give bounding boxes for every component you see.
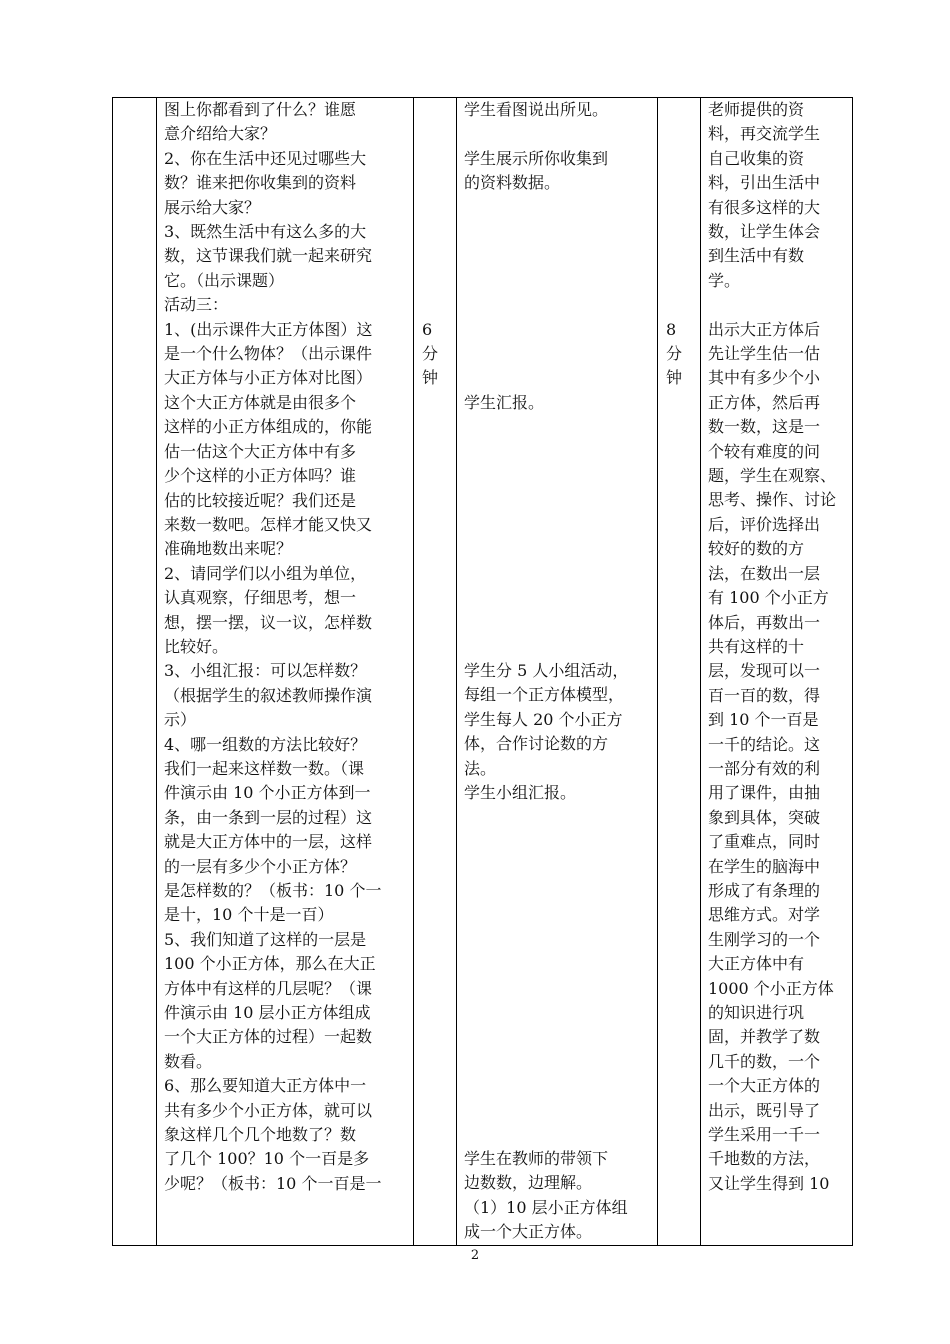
process-line: 件演示由 10 层小正方体组成: [164, 1003, 371, 1023]
student-line: [464, 1049, 653, 1073]
process-line: 想，摆一摆，议一议，怎样数: [164, 612, 373, 632]
intent-line: 千地数的方法，: [708, 1149, 821, 1169]
spacer: [422, 293, 456, 317]
time-line: 钟: [422, 368, 439, 388]
student-line: 边数数，边理解。: [464, 1173, 593, 1193]
student-line: 的资料数据。: [464, 173, 561, 193]
spacer: [422, 196, 456, 220]
student-line: [464, 586, 653, 610]
student-line: [464, 610, 653, 634]
teaching-process-text: [157, 98, 413, 1196]
process-line: 图上你都看到了什么？谁愿: [164, 100, 357, 119]
process-line: 2、请同学们以小组为单位，: [164, 563, 367, 583]
student-line: [464, 976, 653, 1000]
intent-line: 1000 个小正方体: [708, 978, 834, 998]
student-line: [464, 293, 653, 317]
intent-line: 先让学生估一估: [708, 344, 821, 364]
design-intent-text: [701, 98, 852, 1196]
student-line: [464, 1074, 653, 1098]
student-line: 法。: [464, 758, 497, 778]
student-line: 学生分 5 人小组活动，: [464, 661, 629, 681]
process-line: 是十，10 个十是一百）: [164, 905, 334, 925]
spacer: [422, 269, 456, 293]
student-line: [464, 513, 653, 537]
process-line: 它。（出示课题）: [164, 270, 285, 290]
student-line: （1）10 层小正方体组: [464, 1197, 628, 1217]
spacer: [422, 98, 456, 122]
process-line: 一个大正方体的过程）一起数: [164, 1027, 373, 1047]
intent-line: 学。: [708, 270, 741, 290]
student-line: [464, 1123, 653, 1147]
student-line: [464, 903, 653, 927]
process-line: 条，由一条到一层的过程）这: [164, 807, 373, 827]
student-line: [464, 464, 653, 488]
intent-line: 有 100 个小正方: [708, 588, 829, 608]
spacer: [422, 220, 456, 244]
student-line: 学生展示所你收集到: [464, 148, 609, 168]
intent-line: 出示大正方体后: [708, 319, 821, 339]
student-line: [464, 1098, 653, 1122]
time-line: 分: [666, 343, 683, 363]
spacer: [666, 147, 700, 171]
process-line: 认真观察，仔细思考，想一: [164, 588, 357, 608]
intent-line: 老师提供的资: [708, 100, 805, 119]
intent-line: 的知识进行巩: [708, 1003, 805, 1023]
process-line: 象这样几个几个地数了？数: [164, 1125, 357, 1145]
student-line: [464, 342, 653, 366]
intent-line: 出示，既引导了: [708, 1100, 821, 1120]
student-line: [464, 1025, 653, 1049]
intent-line: 法，在数出一层: [708, 563, 821, 583]
student-line: [464, 1001, 653, 1025]
intent-line: 又让学生得到 10: [708, 1173, 830, 1193]
process-line: 我们一起来这样数一数。（课: [164, 758, 365, 778]
process-line: （根据学生的叙述教师操作演: [164, 685, 373, 705]
process-line: 是怎样数的？（板书：10 个一: [164, 881, 382, 900]
student-line: 学生小组汇报。: [464, 783, 577, 803]
student-activity-cell: [457, 98, 658, 1246]
student-line: [464, 220, 653, 244]
student-line: [464, 244, 653, 268]
process-line: 估的比较接近呢？我们还是: [164, 490, 357, 510]
intent-line: 数，让学生体会: [708, 222, 821, 242]
spacer: [422, 147, 456, 171]
spacer: [666, 269, 700, 293]
student-line: 每组一个正方体模型，: [464, 685, 625, 705]
process-line: 是一个什么物体？（出示课件: [164, 344, 373, 364]
student-line: 学生汇报。: [464, 392, 545, 412]
intent-line: 正方体，然后再: [708, 392, 821, 412]
student-line: 成一个大正方体。: [464, 1222, 593, 1242]
intent-line: 在学生的脑海中: [708, 856, 821, 876]
intent-line: 思考、操作、讨论: [708, 490, 837, 510]
intent-line: 几千的数，一个: [708, 1051, 821, 1071]
student-line: [464, 415, 653, 439]
student-line: [464, 366, 653, 390]
process-line: 展示给大家？: [164, 197, 261, 217]
process-line: 活动三：: [164, 295, 229, 315]
page-number: 2: [470, 1248, 480, 1263]
intent-line: 形成了有条理的: [708, 880, 821, 900]
time-line: 钟: [666, 368, 683, 388]
student-line: [464, 805, 653, 829]
student-line: [464, 927, 653, 951]
intent-line: 学生采用一千一: [708, 1125, 821, 1145]
table-row: [113, 98, 853, 1246]
spacer: [666, 220, 700, 244]
process-line: 2、你在生活中还见过哪些大: [164, 148, 367, 168]
design-intent-cell: [701, 98, 853, 1246]
process-line: 示）: [164, 710, 197, 730]
student-line: [464, 488, 653, 512]
process-line: 准确地数出来呢？: [164, 539, 293, 559]
spacer: [666, 122, 700, 146]
student-line: 体，合作讨论数的方: [464, 734, 609, 754]
process-line: 少呢？（板书：10 个一百是一: [164, 1173, 382, 1193]
time-text-2: [658, 98, 700, 391]
student-line: 学生每人 20 个小正方: [464, 709, 623, 729]
student-line: [464, 854, 653, 878]
time-cell-1: [414, 98, 457, 1246]
process-line: 少个这样的小正方体吗？谁: [164, 466, 357, 486]
spacer: [666, 98, 700, 122]
intent-line: 大正方体中有: [708, 954, 805, 974]
intent-line: 后，评价选择出: [708, 514, 821, 534]
intent-line: 一千的结论。这: [708, 734, 821, 754]
process-line: 方体中有这样的几层呢？（课: [164, 978, 373, 998]
process-line: 共有多少个小正方体，就可以: [164, 1100, 373, 1120]
process-line: 3、小组汇报：可以怎样数？: [164, 661, 367, 681]
spacer: [422, 171, 456, 195]
intent-line: 到生活中有数: [708, 246, 805, 266]
time-cell-2: [658, 98, 701, 1246]
student-line: [464, 561, 653, 585]
intent-line: [708, 293, 848, 317]
time-line: 8: [666, 319, 677, 339]
intent-line: 固，并教学了数: [708, 1027, 821, 1047]
student-line: [464, 537, 653, 561]
spacer: [422, 244, 456, 268]
process-line: 就是大正方体中的一层，这样: [164, 832, 373, 852]
student-line: [464, 879, 653, 903]
intent-line: 自己收集的资: [708, 148, 805, 168]
spacer: [666, 171, 700, 195]
intent-line: 生刚学习的一个: [708, 929, 821, 949]
intent-line: 有很多这样的大: [708, 197, 821, 217]
intent-line: 百一百的数，得: [708, 685, 821, 705]
student-line: [464, 830, 653, 854]
teaching-process-cell: [157, 98, 414, 1246]
process-line: 3、既然生活中有这么多的大: [164, 222, 367, 242]
process-line: 数，这节课我们就一起来研究: [164, 246, 373, 266]
intent-line: 题，学生在观察、: [708, 466, 837, 486]
intent-line: 用了课件，由抽: [708, 783, 821, 803]
student-line: [464, 196, 653, 220]
intent-line: 层，发现可以一: [708, 661, 821, 681]
intent-line: 料，再交流学生: [708, 124, 821, 144]
process-line: 来数一数吧。怎样才能又快又: [164, 514, 373, 534]
spacer: [666, 196, 700, 220]
lesson-plan-table: [112, 97, 853, 1246]
spacer: [666, 293, 700, 317]
student-line: [464, 318, 653, 342]
process-line: 的一层有多少个小正方体？: [164, 856, 357, 876]
intent-line: 数一数，这是一: [708, 417, 821, 437]
intent-line: 共有这样的十: [708, 636, 805, 656]
spacer: [666, 244, 700, 268]
process-line: 100 个小正方体，那么在大正: [164, 954, 376, 974]
intent-line: 了重难点，同时: [708, 832, 821, 852]
student-line: [464, 952, 653, 976]
intent-line: 到 10 个一百是: [708, 710, 819, 730]
process-line: 5、我们知道了这样的一层是: [164, 929, 367, 949]
time-line: 分: [422, 343, 439, 363]
intent-line: 体后，再数出一: [708, 612, 821, 632]
process-line: 估一估这个大正方体中有多: [164, 441, 357, 461]
process-line: 意介绍给大家？: [164, 124, 277, 144]
process-line: 数看。: [164, 1051, 213, 1071]
process-line: 了几个 100？10 个一百是多: [164, 1149, 370, 1169]
intent-line: 思维方式。对学: [708, 905, 821, 925]
process-line: 件演示由 10 个小正方体到一: [164, 783, 371, 803]
process-line: 这样的小正方体组成的，你能: [164, 417, 373, 437]
time-text-1: [414, 98, 456, 391]
intent-line: 个较有难度的问: [708, 441, 821, 461]
process-line: 数？谁来把你收集到的资料: [164, 173, 357, 193]
intent-line: 其中有多少个小: [708, 368, 821, 388]
time-line: 6: [422, 319, 433, 339]
student-line: [464, 122, 653, 146]
student-line: 学生看图说出所见。: [464, 100, 609, 119]
student-line: [464, 440, 653, 464]
process-line: 比较好。: [164, 636, 229, 656]
process-line: 这个大正方体就是由很多个: [164, 392, 357, 412]
student-line: [464, 269, 653, 293]
process-line: 6、那么要知道大正方体中一: [164, 1076, 367, 1096]
student-activity-text: [457, 98, 657, 1245]
intent-line: 象到具体，突破: [708, 807, 821, 827]
spacer: [422, 122, 456, 146]
student-line: 学生在教师的带领下: [464, 1148, 609, 1168]
stage-cell: [113, 98, 157, 1246]
student-line: [464, 635, 653, 659]
intent-line: 一部分有效的利: [708, 758, 821, 778]
intent-line: 一个大正方体的: [708, 1076, 821, 1096]
process-line: 4、哪一组数的方法比较好？: [164, 734, 367, 754]
process-line: 大正方体与小正方体对比图）: [164, 368, 373, 388]
intent-line: 料，引出生活中: [708, 173, 821, 193]
process-line: 1、(出示课件大正方体图）这: [164, 319, 373, 339]
intent-line: 较好的数的方: [708, 539, 805, 559]
